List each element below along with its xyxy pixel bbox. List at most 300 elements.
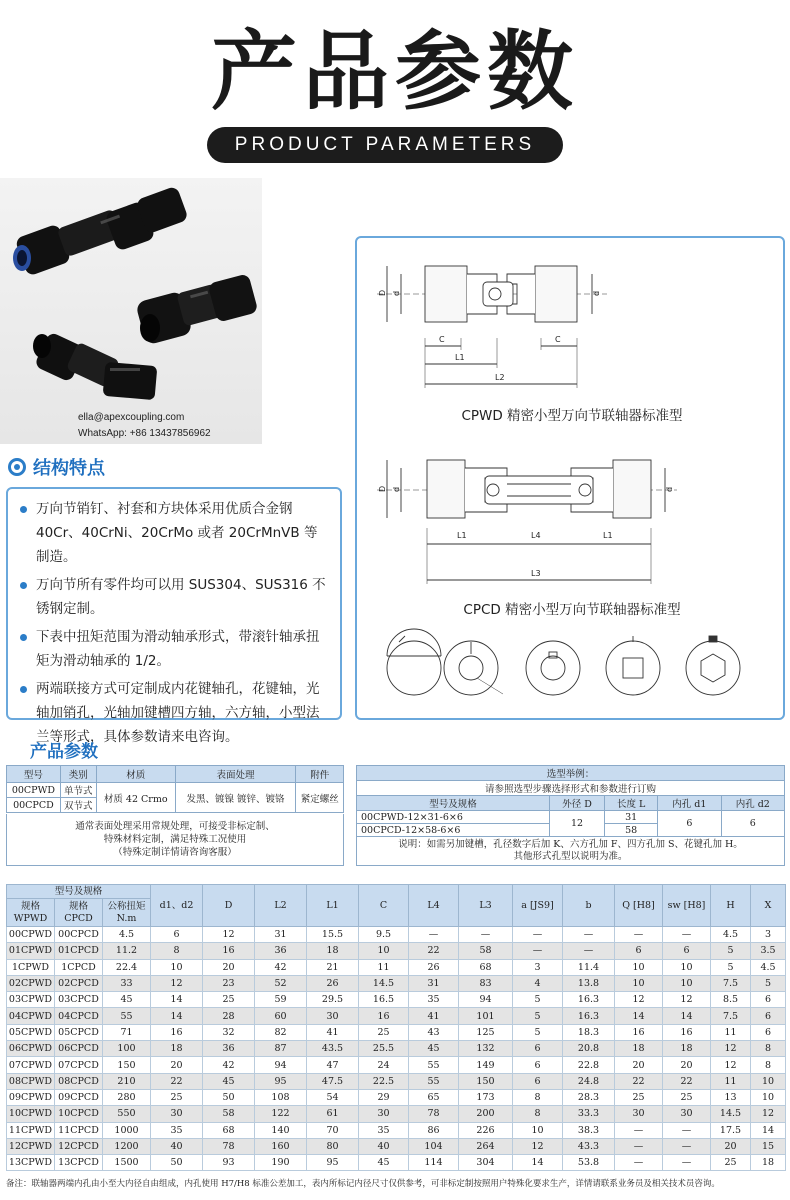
table-cell: 10 <box>663 975 711 991</box>
dim-L1-label: L1 <box>457 531 467 540</box>
table-cell: 58 <box>459 943 513 959</box>
table-cell: 11.2 <box>103 943 151 959</box>
note-line: 其他形式孔型以说明为准。 <box>513 851 628 862</box>
table-cell: 550 <box>103 1106 151 1122</box>
table-cell: 28 <box>203 1008 255 1024</box>
table-cell: 5 <box>513 992 563 1008</box>
table-cell: 00CPCD <box>7 798 61 813</box>
table-cell: 29 <box>359 1089 409 1105</box>
table-cell: 11 <box>711 1073 751 1089</box>
table-cell: — <box>563 943 615 959</box>
table-cell: 28.3 <box>563 1089 615 1105</box>
spec-table <box>6 884 785 1171</box>
col-header: 附件 <box>296 766 344 783</box>
dim-d-label: d <box>665 486 674 492</box>
table-cell: 36 <box>255 943 307 959</box>
table-cell: 12 <box>663 992 711 1008</box>
table-cell: 5 <box>711 959 751 975</box>
table-cell: 14 <box>663 1008 711 1024</box>
table-cell: 35 <box>359 1122 409 1138</box>
footnote: 备注：联轴器两端内孔由小至大内径自由组成，内孔使用 H7/H8 标准公差加工，表内所标记内径尺寸仅供参考，可非标定制按照用户特殊化要求生产，详情请联系业务员及相关技术员咨询。 <box>6 1179 720 1189</box>
table-cell: — <box>615 1122 663 1138</box>
table-cell: 4 <box>513 975 563 991</box>
table-cell: 12 <box>711 1057 751 1073</box>
col-header: 内孔 d2 <box>721 796 784 811</box>
table-cell: 52 <box>255 975 307 991</box>
table-cell: 30 <box>359 1106 409 1122</box>
table-cell: 12 <box>151 975 203 991</box>
table-cell: 22 <box>663 1073 711 1089</box>
table-cell: 14.5 <box>359 975 409 991</box>
contact-whatsapp: WhatsApp: +86 13437856962 <box>78 428 211 439</box>
table-cell: 54 <box>307 1089 359 1105</box>
table-cell: 16.3 <box>563 1008 615 1024</box>
table-cell: 95 <box>307 1155 359 1171</box>
col-header: sw [H8] <box>663 885 711 927</box>
table-cell: 304 <box>459 1155 513 1171</box>
table-cell: 55 <box>409 1057 459 1073</box>
table-cell: 108 <box>255 1089 307 1105</box>
table-cell: 18 <box>615 1041 663 1057</box>
table-cell: 25 <box>615 1089 663 1105</box>
table-cell: 104 <box>409 1138 459 1154</box>
table-cell: 45 <box>359 1155 409 1171</box>
table-cell: 4.5 <box>751 959 786 975</box>
table-row <box>7 975 786 991</box>
table-cell: 22 <box>615 1073 663 1089</box>
table-cell: 86 <box>409 1122 459 1138</box>
table-cell: 24 <box>359 1057 409 1073</box>
table-cell: 25 <box>359 1024 409 1040</box>
table-cell: 15.5 <box>307 927 359 943</box>
table-cell: 200 <box>459 1106 513 1122</box>
table-cell: — <box>615 927 663 943</box>
table-row <box>7 1008 786 1024</box>
table-row <box>7 1041 786 1057</box>
page-title: 产品参数 <box>211 22 579 122</box>
table-cell: 190 <box>255 1155 307 1171</box>
col-header: L2 <box>255 885 307 927</box>
table-cell: 25 <box>203 992 255 1008</box>
col-group-header: 型号及规格 <box>7 885 151 899</box>
col-header: 表面处理 <box>175 766 296 783</box>
table-cell: 122 <box>255 1106 307 1122</box>
table-cell: 8.5 <box>711 992 751 1008</box>
product-photo <box>0 178 262 444</box>
col-header: 外径 D <box>549 796 604 811</box>
table-cell: 226 <box>459 1122 513 1138</box>
note-line: （特殊定制详情请咨询客服） <box>113 847 237 858</box>
dim-L4-label: L4 <box>531 531 541 540</box>
table-cell: 38.3 <box>563 1122 615 1138</box>
table-cell: 发黑、镀镍 镀锌、镀铬 <box>175 783 296 813</box>
dim-D-label: D <box>378 289 387 296</box>
table-cell: 70 <box>307 1122 359 1138</box>
table-cell: 04CPWD <box>7 1008 55 1024</box>
table-cell: 12CPCD <box>55 1138 103 1154</box>
table-cell: — <box>663 1138 711 1154</box>
table-cell: 40 <box>359 1138 409 1154</box>
table-cell: 18.3 <box>563 1024 615 1040</box>
table-cell: 14.5 <box>711 1106 751 1122</box>
table-cell: 61 <box>307 1106 359 1122</box>
table-cell: 12CPWD <box>7 1138 55 1154</box>
note-line: 特殊材料定制，满足特殊工况使用 <box>103 834 247 845</box>
table-row <box>357 811 785 824</box>
col-header: b <box>563 885 615 927</box>
table-cell: 07CPWD <box>7 1057 55 1073</box>
table-cell: 68 <box>459 959 513 975</box>
table-cell: 5 <box>711 943 751 959</box>
table-cell: 5 <box>751 975 786 991</box>
table-cell: 16 <box>203 943 255 959</box>
table-cell: 10CPWD <box>7 1106 55 1122</box>
table-cell: 09CPWD <box>7 1089 55 1105</box>
dim-d-label: d <box>592 290 601 296</box>
table-cell: 14 <box>615 1008 663 1024</box>
table-cell: 6 <box>513 1073 563 1089</box>
table-cell: 3.5 <box>751 943 786 959</box>
table-cell: 20 <box>663 1057 711 1073</box>
col-header: 长度 L <box>605 796 658 811</box>
table-cell: 7.5 <box>711 975 751 991</box>
table-cell: 25 <box>711 1155 751 1171</box>
table-subtitle: 请参照选型步骤选择形式和参数进行订购 <box>357 781 785 796</box>
table-cell: 12 <box>711 1041 751 1057</box>
dim-d-label: d <box>392 486 401 492</box>
table-cell: 05CPWD <box>7 1024 55 1040</box>
table-cell: 12 <box>513 1138 563 1154</box>
table-cell: 6 <box>751 992 786 1008</box>
table-cell: 7.5 <box>711 1008 751 1024</box>
table-cell: 101 <box>459 1008 513 1024</box>
table-cell: 59 <box>255 992 307 1008</box>
table-cell: 41 <box>409 1008 459 1024</box>
table-cell: 10 <box>615 975 663 991</box>
table-title: 选型举例： <box>357 766 785 781</box>
table-cell: 95 <box>255 1073 307 1089</box>
dim-L1-label: L1 <box>603 531 613 540</box>
contact-email: ella@apexcoupling.com <box>78 412 185 423</box>
table-cell: — <box>615 1155 663 1171</box>
table-row <box>7 927 786 943</box>
col-header: X <box>751 885 786 927</box>
table-cell: 20 <box>615 1057 663 1073</box>
table-cell: 6 <box>663 943 711 959</box>
table-cell: 30 <box>663 1106 711 1122</box>
table-cell: 10 <box>513 1122 563 1138</box>
table-cell: 8 <box>513 1106 563 1122</box>
table-cell: 6 <box>751 1008 786 1024</box>
cpcd-caption: CPCD 精密小型万向节联轴器标准型 <box>463 602 681 618</box>
table-cell: 78 <box>203 1138 255 1154</box>
table-cell: 08CPWD <box>7 1073 55 1089</box>
table-cell: 20.8 <box>563 1041 615 1057</box>
table-cell: — <box>563 927 615 943</box>
table-cell: 50 <box>203 1089 255 1105</box>
table-cell: 35 <box>409 992 459 1008</box>
table-cell: 58 <box>203 1106 255 1122</box>
table-cell: 53.8 <box>563 1155 615 1171</box>
table-cell: 12 <box>751 1106 786 1122</box>
table-cell: 173 <box>459 1089 513 1105</box>
col-header: 材质 <box>96 766 175 783</box>
table-cell: 55 <box>103 1008 151 1024</box>
table-cell: 3 <box>751 927 786 943</box>
col-header: 类别 <box>60 766 96 783</box>
bore-note <box>356 836 785 866</box>
table-cell: 5 <box>513 1024 563 1040</box>
table-row <box>7 1138 786 1154</box>
table-cell: 15 <box>751 1138 786 1154</box>
table-cell: 43.3 <box>563 1138 615 1154</box>
table-cell: 22.4 <box>103 959 151 975</box>
table-cell: 22 <box>151 1073 203 1089</box>
col-header: 型号及规格 <box>357 796 550 811</box>
col-header: a [JS9] <box>513 885 563 927</box>
col-header: 规格 CPCD <box>55 899 103 927</box>
table-cell: 18 <box>663 1041 711 1057</box>
table-header-row <box>357 796 785 811</box>
table-cell: 00CPWD-12×31-6×6 <box>357 811 550 824</box>
table-cell: 24.8 <box>563 1073 615 1089</box>
table-cell: 25.5 <box>359 1041 409 1057</box>
table-cell: 60 <box>255 1008 307 1024</box>
table-cell: — <box>663 1122 711 1138</box>
col-header: d1、d2 <box>151 885 203 927</box>
table-cell: 14 <box>151 1008 203 1024</box>
table-cell: 06CPCD <box>55 1041 103 1057</box>
table-cell: 6 <box>658 811 721 837</box>
model-type-table <box>6 765 344 813</box>
table-cell: 140 <box>255 1122 307 1138</box>
feature-item: 万向节所有零件均可以用 SUS304、SUS316 不锈钢定制。 <box>18 573 330 621</box>
table-cell: 11 <box>711 1024 751 1040</box>
table-cell: 12 <box>615 992 663 1008</box>
table-cell: 30 <box>307 1008 359 1024</box>
table-cell: 43 <box>409 1024 459 1040</box>
table-cell: 80 <box>307 1138 359 1154</box>
table-cell: 3 <box>513 959 563 975</box>
table-cell: 45 <box>203 1073 255 1089</box>
coupling-photo-illustration <box>0 178 262 444</box>
table-cell: — <box>663 1155 711 1171</box>
table-cell: 6 <box>751 1024 786 1040</box>
table-cell: 45 <box>103 992 151 1008</box>
table-cell: — <box>459 927 513 943</box>
table-cell: 11CPWD <box>7 1122 55 1138</box>
table-cell: — <box>513 927 563 943</box>
table-cell: 71 <box>103 1024 151 1040</box>
table-cell: 07CPCD <box>55 1057 103 1073</box>
table-row <box>7 959 786 975</box>
table-cell: 149 <box>459 1057 513 1073</box>
table-cell: 58 <box>605 824 658 837</box>
table-cell: 00CPWD <box>7 783 61 798</box>
table-cell: 13 <box>711 1089 751 1105</box>
table-cell: 16 <box>151 1024 203 1040</box>
dim-L1-label: L1 <box>455 353 465 362</box>
table-cell: 36 <box>203 1041 255 1057</box>
table-cell: 16 <box>663 1024 711 1040</box>
table-cell: 33.3 <box>563 1106 615 1122</box>
target-icon <box>8 458 26 476</box>
table-cell: 31 <box>409 975 459 991</box>
dim-C-label: C <box>555 335 561 344</box>
table-cell: — <box>663 927 711 943</box>
table-cell: 94 <box>255 1057 307 1073</box>
table-cell: 08CPCD <box>55 1073 103 1089</box>
table-row <box>7 1089 786 1105</box>
table-cell: 17.5 <box>711 1122 751 1138</box>
table-cell: 18 <box>751 1155 786 1171</box>
table-cell: 30 <box>615 1106 663 1122</box>
table-cell: 10 <box>359 943 409 959</box>
note-line: 说明：如需另加键槽，孔径数字后加 K、六方孔加 F、四方孔加 S、花键孔加 H。 <box>398 839 743 850</box>
table-cell: 18 <box>151 1041 203 1057</box>
table-header-row <box>7 766 344 783</box>
table-cell: 02CPCD <box>55 975 103 991</box>
table-cell: 03CPCD <box>55 992 103 1008</box>
table-cell: 25 <box>663 1089 711 1105</box>
table-cell: 10 <box>751 1089 786 1105</box>
table-cell: 132 <box>459 1041 513 1057</box>
table-cell: 31 <box>255 927 307 943</box>
table-cell: 11CPCD <box>55 1122 103 1138</box>
table-cell: 40 <box>151 1138 203 1154</box>
table-cell: 20 <box>151 1057 203 1073</box>
table-cell: 264 <box>459 1138 513 1154</box>
table-cell: 114 <box>409 1155 459 1171</box>
table-cell: 6 <box>721 811 784 837</box>
table-row <box>7 943 786 959</box>
note-line: 通常表面处理采用常规处理，可接受非标定制、 <box>75 821 275 832</box>
table-cell: 4.5 <box>711 927 751 943</box>
table-cell: 02CPWD <box>7 975 55 991</box>
table-cell: 8 <box>151 943 203 959</box>
technical-drawings <box>355 236 785 720</box>
params-heading: 产品参数 <box>30 742 98 762</box>
table-cell: 13.8 <box>563 975 615 991</box>
table-cell: 6 <box>513 1057 563 1073</box>
page-subtitle: PRODUCT PARAMETERS <box>207 127 563 163</box>
table-cell: 双节式 <box>60 798 96 813</box>
dim-C-label: C <box>439 335 445 344</box>
table-cell: 9.5 <box>359 927 409 943</box>
table-cell: 16 <box>359 1008 409 1024</box>
table-cell: 09CPCD <box>55 1089 103 1105</box>
table-cell: 1500 <box>103 1155 151 1171</box>
table-cell: 16 <box>615 1024 663 1040</box>
table-cell: 42 <box>255 959 307 975</box>
table-cell: 16.5 <box>359 992 409 1008</box>
table-cell: 5 <box>513 1008 563 1024</box>
table-row <box>7 1155 786 1171</box>
table-cell: 42 <box>203 1057 255 1073</box>
dim-L2-label: L2 <box>495 373 505 382</box>
table-cell: 13CPWD <box>7 1155 55 1171</box>
col-header: 内孔 d1 <box>658 796 721 811</box>
table-cell: 160 <box>255 1138 307 1154</box>
table-cell: 00CPCD <box>55 927 103 943</box>
table-cell: 05CPCD <box>55 1024 103 1040</box>
table-cell: 18 <box>307 943 359 959</box>
table-cell: 10CPCD <box>55 1106 103 1122</box>
table-cell: 43.5 <box>307 1041 359 1057</box>
table-cell: 26 <box>307 975 359 991</box>
table-cell: 材质 42 Crmo <box>96 783 175 813</box>
table-cell: 11 <box>359 959 409 975</box>
table-cell: 01CPCD <box>55 943 103 959</box>
table-cell: 125 <box>459 1024 513 1040</box>
col-header: 公称扭矩 N.m <box>103 899 151 927</box>
table-cell: 14 <box>513 1155 563 1171</box>
table-cell: 16.3 <box>563 992 615 1008</box>
table-cell: 47 <box>307 1057 359 1073</box>
table-cell: 00CPWD <box>7 927 55 943</box>
table-cell: — <box>615 1138 663 1154</box>
table-cell: 87 <box>255 1041 307 1057</box>
table-cell: 6 <box>615 943 663 959</box>
table-cell: 11.4 <box>563 959 615 975</box>
table-header-row <box>7 885 786 899</box>
table-row <box>7 992 786 1008</box>
feature-item: 下表中扭矩范围为滑动轴承形式，带滚针轴承扭矩为滑动轴承的 1/2。 <box>18 625 330 673</box>
table-cell: 31 <box>605 811 658 824</box>
table-cell: 210 <box>103 1073 151 1089</box>
col-header: L3 <box>459 885 513 927</box>
col-header: L4 <box>409 885 459 927</box>
table-cell: 22 <box>409 943 459 959</box>
col-header: 型号 <box>7 766 61 783</box>
table-cell: 150 <box>103 1057 151 1073</box>
table-cell: 83 <box>459 975 513 991</box>
table-cell: 8 <box>751 1057 786 1073</box>
table-cell: 12 <box>549 811 604 837</box>
features-heading <box>8 455 105 479</box>
cpwd-drawing <box>377 266 607 388</box>
col-header: 规格 WPWD <box>7 899 55 927</box>
table-cell: — <box>409 927 459 943</box>
table-cell: 26 <box>409 959 459 975</box>
dim-d-label: d <box>392 290 401 296</box>
table-cell: 33 <box>103 975 151 991</box>
table-row <box>7 1073 786 1089</box>
table-row <box>7 1057 786 1073</box>
feature-item: 万向节销钉、衬套和方块体采用优质合金钢 40Cr、40CrNi、20CrMo 或者 20CrMnVB 等制造。 <box>18 497 330 569</box>
selection-example-table <box>356 765 785 837</box>
col-header: C <box>359 885 409 927</box>
table-cell: 20 <box>711 1138 751 1154</box>
table-cell: 8 <box>751 1041 786 1057</box>
table-cell: 23 <box>203 975 255 991</box>
table-cell: 10 <box>751 1073 786 1089</box>
features-box <box>6 487 342 745</box>
table-cell: 55 <box>409 1073 459 1089</box>
dim-L3-label: L3 <box>531 569 541 578</box>
table-cell: 04CPCD <box>55 1008 103 1024</box>
table-cell: 1200 <box>103 1138 151 1154</box>
table-cell: 10 <box>615 959 663 975</box>
col-header: L1 <box>307 885 359 927</box>
bore-type-views <box>387 629 740 695</box>
table-cell: 1CPWD <box>7 959 55 975</box>
table-cell: 41 <box>307 1024 359 1040</box>
col-header: Q [H8] <box>615 885 663 927</box>
table-cell: 45 <box>409 1041 459 1057</box>
table-cell: 1CPCD <box>55 959 103 975</box>
table-cell: 1000 <box>103 1122 151 1138</box>
